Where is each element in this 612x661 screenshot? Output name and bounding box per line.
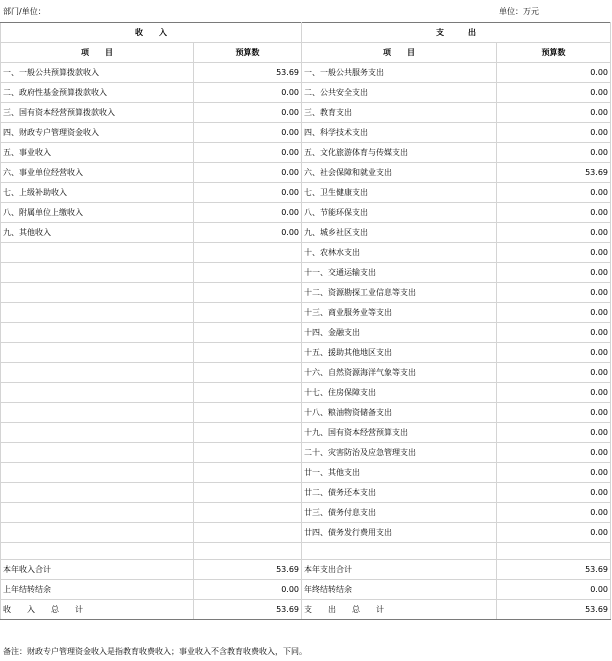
income-item-cell	[1, 503, 194, 523]
expense-section-header: 支 出	[302, 23, 611, 43]
expense-item-cell: 三、教育支出	[302, 103, 497, 123]
income-value-cell: 0.00	[194, 103, 302, 123]
income-item-cell	[1, 483, 194, 503]
table-row	[1, 423, 611, 443]
carry-row	[1, 580, 611, 600]
expense-item-cell: 十四、金融支出	[302, 323, 497, 343]
expense-value-cell: 0.00	[497, 243, 611, 263]
income-value-cell	[194, 263, 302, 283]
income-value-cell	[194, 243, 302, 263]
expense-value-cell: 0.00	[497, 383, 611, 403]
spacer-cell	[194, 543, 302, 560]
table-row	[1, 223, 611, 243]
table-row	[1, 443, 611, 463]
department-label: 部门/单位：	[3, 7, 46, 16]
table-row	[1, 103, 611, 123]
spacer-cell	[497, 543, 611, 560]
expense-item-cell: 六、社会保障和就业支出	[302, 163, 497, 183]
income-value-cell	[194, 343, 302, 363]
table-row	[1, 303, 611, 323]
expense-value-cell: 0.00	[497, 103, 611, 123]
table-row	[1, 163, 611, 183]
income-item-cell: 五、事业收入	[1, 143, 194, 163]
income-item-cell	[1, 243, 194, 263]
table-row	[1, 463, 611, 483]
expense-value-cell: 0.00	[497, 123, 611, 143]
expense-total-label: 本年支出合计	[302, 560, 497, 580]
income-value-cell	[194, 323, 302, 343]
expense-value-cell: 0.00	[497, 183, 611, 203]
expense-value-cell: 0.00	[497, 343, 611, 363]
income-item-cell	[1, 303, 194, 323]
income-value-cell: 0.00	[194, 183, 302, 203]
unit-label: 单位：万元	[499, 7, 539, 16]
income-item-cell	[1, 263, 194, 283]
expense-value-cell: 0.00	[497, 483, 611, 503]
income-item-cell: 一、一般公共预算拨款收入	[1, 63, 194, 83]
expense-total-value: 53.69	[497, 600, 611, 620]
expense-value-cell: 0.00	[497, 423, 611, 443]
income-total-value: 0.00	[194, 580, 302, 600]
income-value-cell	[194, 303, 302, 323]
expense-item-cell: 十七、住房保障支出	[302, 383, 497, 403]
expense-value-cell: 0.00	[497, 83, 611, 103]
expense-value-cell: 0.00	[497, 303, 611, 323]
expense-value-cell: 0.00	[497, 503, 611, 523]
income-item-cell: 七、上级补助收入	[1, 183, 194, 203]
income-item-cell: 二、政府性基金预算拨款收入	[1, 83, 194, 103]
expense-budget-header: 预算数	[497, 43, 611, 63]
table-row	[1, 263, 611, 283]
table-row	[1, 323, 611, 343]
expense-item-cell: 十八、粮油物资储备支出	[302, 403, 497, 423]
income-value-cell: 0.00	[194, 163, 302, 183]
expense-item-cell: 十二、资源勘探工业信息等支出	[302, 283, 497, 303]
income-item-cell	[1, 363, 194, 383]
grand-total-row	[1, 600, 611, 620]
income-value-cell	[194, 363, 302, 383]
income-total-value: 53.69	[194, 600, 302, 620]
income-value-cell	[194, 423, 302, 443]
expense-total-label: 支 出 总 计	[302, 600, 497, 620]
income-section-header: 收 入	[1, 23, 302, 43]
expense-item-cell: 七、卫生健康支出	[302, 183, 497, 203]
expense-total-value: 53.69	[497, 560, 611, 580]
expense-value-cell: 0.00	[497, 143, 611, 163]
income-item-cell	[1, 283, 194, 303]
income-value-cell: 0.00	[194, 223, 302, 243]
expense-total-label: 年终结转结余	[302, 580, 497, 600]
table-row	[1, 243, 611, 263]
income-value-cell: 0.00	[194, 203, 302, 223]
table-row	[1, 183, 611, 203]
expense-item-cell: 二十、灾害防治及应急管理支出	[302, 443, 497, 463]
income-item-cell	[1, 383, 194, 403]
table-row	[1, 503, 611, 523]
spacer-cell	[1, 543, 194, 560]
income-item-cell: 六、事业单位经营收入	[1, 163, 194, 183]
table-row	[1, 143, 611, 163]
income-item-cell	[1, 443, 194, 463]
expense-value-cell: 0.00	[497, 523, 611, 543]
expense-value-cell: 0.00	[497, 263, 611, 283]
expense-value-cell: 0.00	[497, 463, 611, 483]
expense-item-cell: 二、公共安全支出	[302, 83, 497, 103]
expense-value-cell: 0.00	[497, 363, 611, 383]
section-header-row	[1, 23, 611, 43]
income-value-cell	[194, 403, 302, 423]
expense-item-cell: 十六、自然资源海洋气象等支出	[302, 363, 497, 383]
expense-value-cell: 0.00	[497, 283, 611, 303]
expense-item-cell: 一、一般公共服务支出	[302, 63, 497, 83]
income-value-cell: 53.69	[194, 63, 302, 83]
income-value-cell	[194, 383, 302, 403]
spacer-cell	[302, 543, 497, 560]
table-row	[1, 523, 611, 543]
expense-item-cell: 十、农林水支出	[302, 243, 497, 263]
expense-value-cell: 0.00	[497, 443, 611, 463]
table-row	[1, 63, 611, 83]
income-value-cell	[194, 283, 302, 303]
income-budget-header: 预算数	[194, 43, 302, 63]
table-row	[1, 283, 611, 303]
expense-item-cell: 廿三、债务付息支出	[302, 503, 497, 523]
income-value-cell	[194, 503, 302, 523]
income-total-label: 收 入 总 计	[1, 600, 194, 620]
expense-total-value: 0.00	[497, 580, 611, 600]
expense-item-cell: 四、科学技术支出	[302, 123, 497, 143]
income-value-cell: 0.00	[194, 83, 302, 103]
expense-value-cell: 0.00	[497, 223, 611, 243]
income-item-cell	[1, 463, 194, 483]
expense-item-cell: 十三、商业服务业等支出	[302, 303, 497, 323]
income-item-cell	[1, 323, 194, 343]
table-row	[1, 343, 611, 363]
income-value-cell: 0.00	[194, 143, 302, 163]
income-total-label: 上年结转结余	[1, 580, 194, 600]
table-row	[1, 363, 611, 383]
expense-item-cell: 五、文化旅游体育与传媒支出	[302, 143, 497, 163]
income-item-header: 项 目	[1, 43, 194, 63]
income-value-cell	[194, 463, 302, 483]
expense-item-cell: 廿四、债务发行费用支出	[302, 523, 497, 543]
year-total-row	[1, 560, 611, 580]
income-value-cell	[194, 443, 302, 463]
income-item-cell	[1, 523, 194, 543]
table-row	[1, 203, 611, 223]
expense-value-cell: 0.00	[497, 63, 611, 83]
expense-item-header: 项 目	[302, 43, 497, 63]
column-header-row	[1, 43, 611, 63]
income-item-cell: 四、财政专户管理资金收入	[1, 123, 194, 143]
income-total-value: 53.69	[194, 560, 302, 580]
expense-item-cell: 廿一、其他支出	[302, 463, 497, 483]
income-value-cell	[194, 483, 302, 503]
table-row	[1, 83, 611, 103]
expense-value-cell: 0.00	[497, 403, 611, 423]
income-value-cell	[194, 523, 302, 543]
footnote: 备注：财政专户管理资金收入是指教育收费收入；事业收入不含教育收费收入，下同。	[3, 647, 307, 656]
expense-item-cell: 八、节能环保支出	[302, 203, 497, 223]
income-item-cell: 三、国有资本经营预算拨款收入	[1, 103, 194, 123]
table-row	[1, 383, 611, 403]
table-row	[1, 483, 611, 503]
income-value-cell: 0.00	[194, 123, 302, 143]
expense-item-cell: 廿二、债务还本支出	[302, 483, 497, 503]
income-item-cell	[1, 343, 194, 363]
income-item-cell: 九、其他收入	[1, 223, 194, 243]
table-row	[1, 123, 611, 143]
expense-value-cell: 0.00	[497, 323, 611, 343]
expense-value-cell: 0.00	[497, 203, 611, 223]
spacer-row	[1, 543, 611, 560]
expense-item-cell: 十五、援助其他地区支出	[302, 343, 497, 363]
budget-table	[0, 22, 611, 620]
income-total-label: 本年收入合计	[1, 560, 194, 580]
income-item-cell	[1, 423, 194, 443]
income-item-cell: 八、附属单位上缴收入	[1, 203, 194, 223]
table-row	[1, 403, 611, 423]
expense-value-cell: 53.69	[497, 163, 611, 183]
income-item-cell	[1, 403, 194, 423]
expense-item-cell: 十九、国有资本经营预算支出	[302, 423, 497, 443]
expense-item-cell: 九、城乡社区支出	[302, 223, 497, 243]
expense-item-cell: 十一、交通运输支出	[302, 263, 497, 283]
